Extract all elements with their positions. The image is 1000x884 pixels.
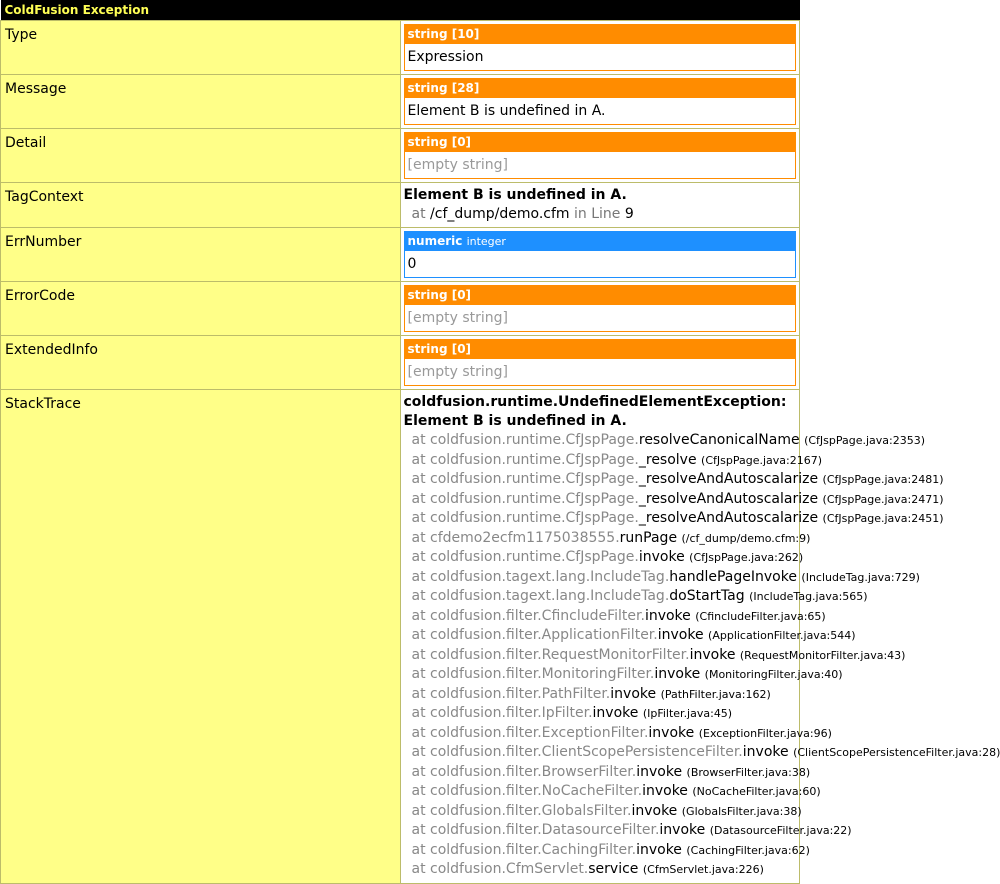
- frame-class: at coldfusion.filter.GlobalsFilter.: [411, 802, 632, 819]
- errnumber-type-label: numeric: [407, 234, 463, 248]
- message-value: Element B is undefined in A.: [405, 98, 796, 124]
- stacktrace-frame: [404, 782, 821, 802]
- detail-box: [404, 132, 797, 179]
- stacktrace-frame: [404, 607, 826, 627]
- frame-method: invoke: [689, 646, 736, 663]
- message-box: [404, 78, 797, 125]
- frame-method: doStartTag: [669, 588, 745, 604]
- frame-class: at coldfusion.filter.MonitoringFilter.: [411, 666, 655, 682]
- stacktrace-frame: [404, 626, 856, 646]
- frame-source: (CfincludeFilter.java:65): [695, 609, 826, 623]
- frame-method: invoke: [636, 763, 683, 780]
- key-type[interactable]: Type: [1, 21, 401, 75]
- frame-method: invoke: [654, 666, 701, 682]
- frame-source: (CfJspPage.java:2353): [804, 434, 926, 447]
- type-value: Expression: [405, 44, 796, 70]
- frame-method: _resolveAndAutoscalarize: [638, 510, 819, 526]
- frame-method: service: [588, 861, 639, 877]
- frame-source: (CfJspPage.java:2451): [822, 512, 944, 525]
- stacktrace-frame: [404, 451, 823, 471]
- stacktrace-frame: [404, 587, 868, 607]
- row-stacktrace: [1, 390, 800, 884]
- frame-class: at coldfusion.filter.DatasourceFilter.: [411, 822, 660, 838]
- row-errorcode: [1, 282, 800, 336]
- frame-class: at coldfusion.runtime.CfJspPage.: [411, 510, 639, 526]
- errorcode-box: [404, 285, 797, 332]
- frame-source: (CfJspPage.java:2167): [701, 453, 823, 467]
- frame-source: (MonitoringFilter.java:40): [704, 668, 843, 681]
- frame-method: _resolveAndAutoscalarize: [638, 471, 819, 487]
- frame-method: invoke: [636, 841, 682, 858]
- row-extendedinfo: [1, 336, 800, 390]
- key-errnumber[interactable]: ErrNumber: [1, 228, 401, 282]
- stacktrace-frames: [404, 431, 1000, 880]
- frame-source: (CfmServlet.java:226): [642, 863, 764, 876]
- frame-class: at coldfusion.filter.CachingFilter.: [411, 841, 637, 858]
- stacktrace-frame: [404, 509, 944, 529]
- row-errnumber: [1, 228, 800, 282]
- stacktrace-frame: [404, 743, 1000, 763]
- frame-class: at coldfusion.runtime.CfJspPage.: [411, 432, 639, 448]
- frame-class: at coldfusion.tagext.lang.IncludeTag.: [411, 588, 670, 604]
- tagcontext-in-line: in Line: [574, 206, 621, 222]
- key-detail[interactable]: Detail: [1, 129, 401, 183]
- tagcontext-location: [404, 205, 797, 224]
- row-detail: [1, 129, 800, 183]
- key-message[interactable]: Message: [1, 75, 401, 129]
- frame-class: at cfdemo2ecfm1175038555.: [411, 529, 620, 546]
- frame-method: invoke: [644, 607, 691, 624]
- frame-class: at coldfusion.filter.ClientScopePersistenceFilter.: [411, 744, 743, 760]
- frame-source: (ExceptionFilter.java:96): [698, 726, 832, 740]
- row-tagcontext: [1, 183, 800, 228]
- frame-class: at coldfusion.filter.PathFilter.: [411, 685, 611, 702]
- stacktrace-frame: [404, 704, 797, 724]
- frame-source: (CfJspPage.java:2481): [822, 473, 944, 486]
- frame-class: at coldfusion.CfmServlet.: [411, 861, 589, 877]
- frame-source: (ClientScopePersistenceFilter.java:28): [793, 746, 1000, 759]
- frame-class: at coldfusion.runtime.CfJspPage.: [411, 451, 639, 468]
- stacktrace-frame: [404, 763, 811, 783]
- stacktrace-frame: [404, 431, 926, 451]
- extendedinfo-box: [404, 339, 797, 386]
- errorcode-value: [empty string]: [405, 305, 796, 331]
- frame-method: _resolve: [638, 451, 697, 468]
- stacktrace-frame: [404, 568, 920, 588]
- frame-class: at coldfusion.filter.ApplicationFilter.: [411, 627, 658, 643]
- frame-source: (IpFilter.java:45): [642, 707, 733, 720]
- key-extendedinfo[interactable]: ExtendedInfo: [1, 336, 401, 390]
- type-type-bar[interactable]: string [10]: [405, 25, 796, 44]
- message-type-bar[interactable]: string [28]: [405, 79, 796, 98]
- frame-class: at coldfusion.filter.ExceptionFilter.: [411, 724, 649, 741]
- frame-class: at coldfusion.tagext.lang.IncludeTag.: [411, 568, 670, 585]
- frame-method: invoke: [642, 783, 688, 799]
- extendedinfo-type-bar[interactable]: string [0]: [405, 340, 796, 359]
- extendedinfo-value: [empty string]: [405, 359, 796, 385]
- stacktrace-frame: [404, 685, 797, 705]
- stacktrace-frame: [404, 860, 797, 880]
- frame-source: (RequestMonitorFilter.java:43): [739, 648, 906, 662]
- frame-method: invoke: [631, 802, 678, 819]
- errorcode-type-bar[interactable]: string [0]: [405, 286, 796, 305]
- tagcontext-line: 9: [624, 206, 634, 222]
- row-type: [1, 21, 800, 75]
- frame-method: invoke: [638, 549, 685, 565]
- frame-source: (BrowserFilter.java:38): [686, 765, 811, 779]
- frame-method: handlePageInvoke: [669, 568, 797, 585]
- frame-source: (CachingFilter.java:62): [686, 843, 810, 857]
- frame-source: (GlobalsFilter.java:38): [681, 804, 802, 818]
- stacktrace-frame: [404, 802, 802, 822]
- frame-class: at coldfusion.filter.IpFilter.: [411, 705, 593, 721]
- row-message: [1, 75, 800, 129]
- key-errorcode[interactable]: ErrorCode: [1, 282, 401, 336]
- frame-class: at coldfusion.filter.CfincludeFilter.: [411, 607, 645, 624]
- frame-method: invoke: [648, 724, 695, 741]
- frame-class: at coldfusion.runtime.CfJspPage.: [411, 549, 639, 565]
- stacktrace-message: coldfusion.runtime.UndefinedElementException: Element B is undefined in A.: [403, 394, 787, 429]
- tagcontext-path: /cf_dump/demo.cfm: [430, 206, 570, 222]
- frame-method: resolveCanonicalName: [638, 432, 800, 448]
- frame-method: invoke: [657, 627, 704, 643]
- dump-title[interactable]: ColdFusion Exception: [1, 0, 800, 21]
- frame-class: at coldfusion.filter.NoCacheFilter.: [411, 783, 643, 799]
- stacktrace-frame: [404, 548, 804, 568]
- frame-class: at coldfusion.runtime.CfJspPage.: [411, 471, 639, 487]
- detail-value: [empty string]: [405, 152, 796, 178]
- key-tagcontext[interactable]: TagContext: [1, 183, 401, 228]
- frame-source: (ApplicationFilter.java:544): [708, 629, 856, 642]
- frame-method: _resolveAndAutoscalarize: [638, 490, 819, 507]
- stacktrace-frame: [404, 724, 832, 744]
- stacktrace-frame: [404, 665, 843, 685]
- stacktrace-frame: [404, 646, 906, 666]
- errnumber-box: [404, 231, 797, 278]
- frame-source: (DatasourceFilter.java:22): [709, 824, 852, 837]
- frame-method: invoke: [592, 705, 639, 721]
- frame-source: (IncludeTag.java:565): [749, 590, 868, 603]
- frame-source: (PathFilter.java:162): [660, 687, 771, 701]
- frame-method: invoke: [742, 744, 789, 760]
- stacktrace-frame: [404, 490, 944, 510]
- stacktrace-frame: [404, 529, 811, 549]
- frame-class: at coldfusion.runtime.CfJspPage.: [411, 490, 639, 507]
- frame-source: (IncludeTag.java:729): [801, 570, 920, 584]
- key-stacktrace[interactable]: StackTrace: [1, 390, 401, 884]
- stacktrace-frame: [404, 841, 810, 861]
- tagcontext-message: Element B is undefined in A.: [403, 187, 627, 203]
- frame-class: at coldfusion.filter.RequestMonitorFilter.: [411, 646, 690, 663]
- detail-type-bar[interactable]: string [0]: [405, 133, 796, 152]
- errnumber-type-bar[interactable]: [405, 232, 796, 251]
- errnumber-type-sub: integer: [466, 235, 506, 248]
- frame-source: (NoCacheFilter.java:60): [692, 785, 821, 798]
- errnumber-value: 0: [405, 251, 796, 277]
- frame-method: runPage: [619, 529, 678, 546]
- frame-method: invoke: [659, 822, 706, 838]
- stacktrace-frame: [404, 821, 852, 841]
- type-box: [404, 24, 797, 71]
- stacktrace-frame: [404, 470, 944, 490]
- frame-class: at coldfusion.filter.BrowserFilter.: [411, 763, 637, 780]
- frame-source: (CfJspPage.java:2471): [822, 492, 944, 506]
- tagcontext-at: at: [411, 206, 426, 222]
- frame-source: (CfJspPage.java:262): [689, 551, 804, 564]
- frame-source: (/cf_dump/demo.cfm:9): [681, 531, 811, 545]
- frame-method: invoke: [610, 685, 657, 702]
